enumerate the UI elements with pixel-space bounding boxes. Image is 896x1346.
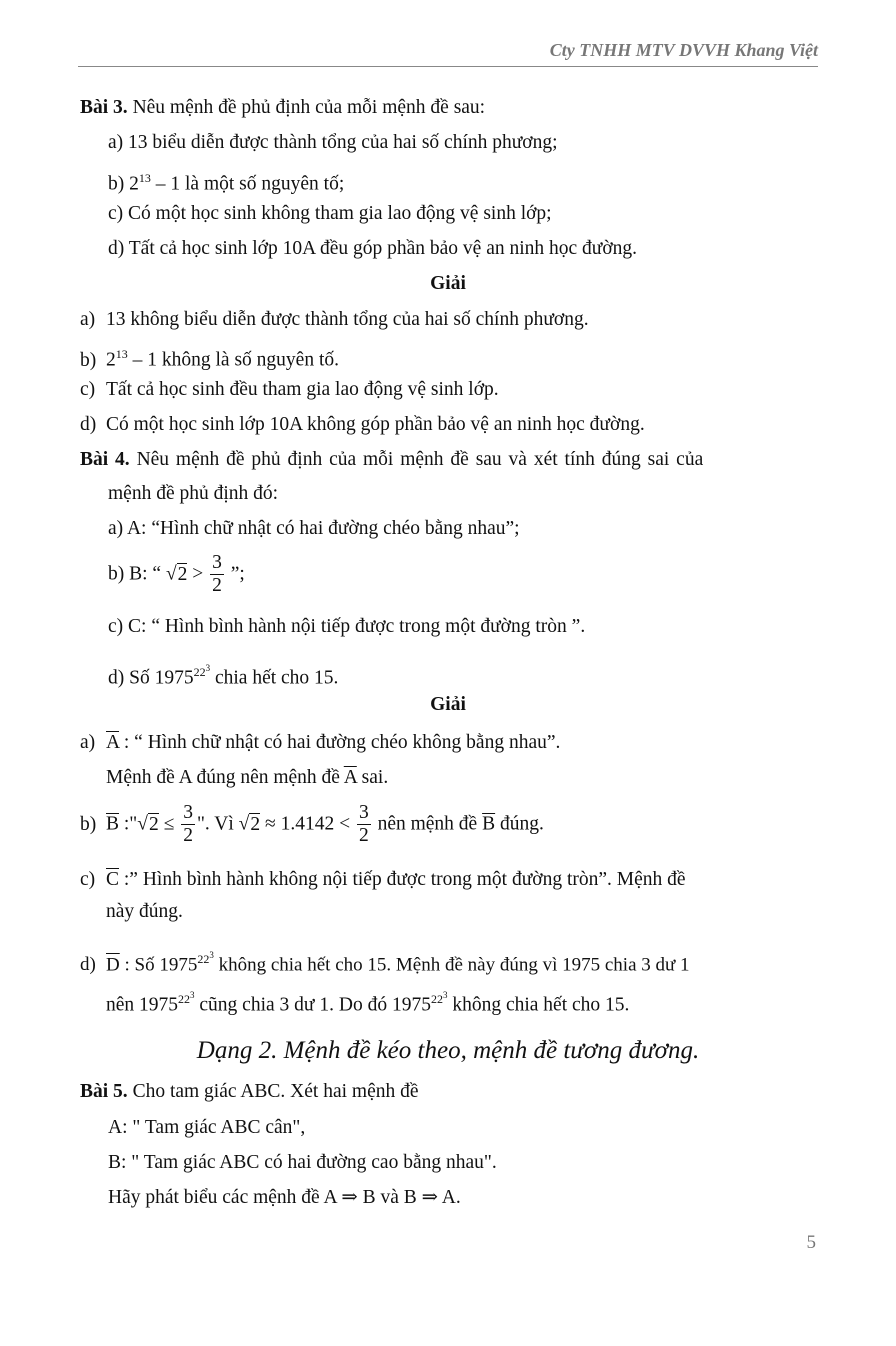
- exponent-base: 22: [178, 992, 191, 1006]
- exponent-power: 3: [442, 990, 448, 1000]
- numerator: 3: [358, 802, 369, 823]
- item-text: Tất cả học sinh đều tham gia lao động vệ sinh lớp.: [106, 379, 499, 400]
- solution-heading-text: Giải: [430, 694, 466, 715]
- exponent-base: 22: [193, 665, 206, 679]
- bai5-title: Bài 5.: [80, 1081, 128, 1102]
- bai4-prompt: Nêu mệnh đề phủ định của mỗi mệnh đề sau và xét tính đúng sai của: [136, 449, 704, 470]
- exponent: [194, 665, 211, 679]
- bai4-heading-cont: mệnh đề phủ định đó:: [108, 483, 279, 504]
- operator: >: [187, 563, 209, 585]
- fraction: [357, 802, 371, 847]
- bai5-statement-b: B: " Tam giác ABC có hai đường cao bằng nhau".: [108, 1152, 497, 1173]
- item-label: d): [80, 954, 96, 976]
- item-text: ≈ 1.4142 <: [260, 813, 355, 835]
- item-label: b): [80, 813, 97, 835]
- operator: ≤: [158, 813, 180, 835]
- item-text: d) Số 1975: [108, 667, 194, 689]
- denominator: 2: [183, 825, 193, 846]
- bai4-item-d: [108, 656, 338, 691]
- negation-symbol: $\overline{A}$: [343, 767, 357, 788]
- item-text: đúng.: [495, 813, 544, 835]
- denominator: 2: [358, 825, 369, 846]
- exponent: [197, 952, 214, 966]
- bai4-item-c: c) C: “ Hình bình hành nội tiếp được trong một đường tròn ”.: [108, 616, 586, 637]
- item-text: : Số 1975: [119, 954, 198, 976]
- page-number: 5: [806, 1232, 816, 1253]
- bai4-sol-c: [80, 868, 686, 892]
- bai5-question: Hãy phát biểu các mệnh đề A ⇒ B và B ⇒ A.: [108, 1187, 461, 1208]
- numerator: 3: [183, 802, 193, 823]
- negation-symbol: $\overline{B}$: [106, 813, 120, 835]
- exponent: [431, 992, 448, 1006]
- item-text: ". Vì: [196, 813, 239, 835]
- item-text: nên mệnh đề: [372, 813, 483, 835]
- negation-symbol: $\overline{B}$: [482, 813, 496, 835]
- solution-heading: [0, 272, 896, 296]
- bai4-item-b: [108, 552, 245, 597]
- bai3-sol-a: [80, 308, 589, 332]
- item-text: – 1 là một số nguyên tố;: [150, 173, 345, 195]
- item-text: nên 1975: [106, 994, 179, 1016]
- item-text: cũng chia 3 dư 1. Do đó 1975: [194, 994, 431, 1016]
- item-label: a): [80, 309, 96, 330]
- negation-symbol: $\overline{C}$: [106, 869, 120, 890]
- item-text: :” Hình bình hành không nội tiếp được trong một đường tròn”. Mệnh đề: [119, 869, 686, 890]
- exponent: 13: [115, 347, 128, 361]
- item-label: b): [80, 349, 97, 371]
- item-text: sai.: [356, 767, 389, 788]
- square-root: √2: [165, 563, 188, 585]
- solution-heading-2: [0, 693, 896, 717]
- header-rule: [78, 66, 818, 67]
- negation-symbol: $\overline{A}$: [106, 732, 120, 753]
- bai4-item-a: a) A: “Hình chữ nhật có hai đường chéo bằng nhau”;: [108, 518, 520, 539]
- exponent-base: 22: [197, 952, 210, 966]
- fraction: [181, 802, 195, 847]
- bai5-prompt: Cho tam giác ABC. Xét hai mệnh đề: [132, 1081, 419, 1102]
- item-text: chia hết cho 15.: [210, 667, 339, 689]
- item-text: không chia hết cho 15. Mệnh đề này đúng vì 1975 chia 3 dư 1: [213, 954, 690, 976]
- square-root: √2: [137, 813, 159, 835]
- exponent-base: 22: [430, 992, 443, 1006]
- negation-symbol: $\overline{D}$: [106, 954, 120, 976]
- item-label: d): [80, 414, 97, 435]
- bai3-prompt: Nêu mệnh đề phủ định của mỗi mệnh đề sau:: [132, 97, 486, 118]
- radicand: 2: [148, 813, 159, 835]
- bai4-title: Bài 4.: [80, 449, 130, 470]
- bai3-heading: [80, 96, 485, 120]
- exponent-power: 3: [205, 663, 211, 673]
- bai4-sol-d: [80, 943, 690, 977]
- bai3-item-d: d) Tất cả học sinh lớp 10A đều góp phần bảo vệ an ninh học đường.: [108, 238, 638, 259]
- bai5-heading: [80, 1080, 419, 1104]
- bai4-sol-c-cont: này đúng.: [106, 901, 183, 922]
- bai3-sol-b: [80, 342, 339, 373]
- item-text: Mệnh đề A đúng nên mệnh đề: [106, 767, 344, 788]
- bai3-item-b: [108, 166, 344, 197]
- exponent-power: 3: [190, 990, 195, 1000]
- item-label: c): [80, 379, 96, 400]
- item-text: 13 không biểu diễn được thành tổng của hai số chính phương.: [106, 309, 589, 330]
- item-text: Có một học sinh lớp 10A không góp phần bảo vệ an ninh học đường.: [106, 414, 645, 435]
- exponent: [178, 992, 195, 1006]
- bai3-item-c: c) Có một học sinh không tham gia lao động vệ sinh lớp;: [108, 203, 552, 224]
- running-header: Cty TNHH MTV DVVH Khang Việt: [549, 40, 818, 60]
- item-label: a): [80, 732, 96, 753]
- item-label: c): [80, 869, 96, 890]
- square-root: √2: [238, 813, 261, 835]
- bai3-item-a: a) 13 biểu diễn được thành tổng của hai số chính phương;: [108, 132, 558, 153]
- exponent-power: 3: [209, 950, 214, 960]
- item-text: – 1 không là số nguyên tố.: [127, 349, 339, 371]
- item-text: không chia hết cho 15.: [447, 994, 630, 1016]
- bai5-statement-a: A: " Tam giác ABC cân",: [108, 1117, 306, 1138]
- item-text: 2: [106, 349, 116, 371]
- bai4-sol-a: [80, 731, 560, 755]
- item-text: :": [119, 813, 138, 835]
- exponent: 13: [138, 171, 151, 185]
- item-text: b) B: “: [108, 563, 166, 585]
- bai3-title: Bài 3.: [80, 97, 128, 118]
- bai3-sol-c: [80, 378, 499, 402]
- radicand: 2: [250, 813, 261, 835]
- solution-heading-text: Giải: [430, 273, 466, 294]
- item-text: : “ Hình chữ nhật có hai đường chéo không bằng nhau”.: [119, 732, 561, 753]
- bai4-heading: [80, 448, 703, 472]
- bai4-sol-d-cont: [106, 983, 629, 1018]
- radicand: 2: [177, 563, 188, 585]
- fraction: [210, 552, 224, 597]
- bai3-sol-d: [80, 413, 645, 437]
- item-text: ”;: [225, 563, 245, 585]
- item-text: b) 2: [108, 173, 139, 195]
- section-heading-dang2: Dạng 2. Mệnh đề kéo theo, mệnh đề tương đương.: [196, 1037, 700, 1064]
- bai4-sol-b: [80, 802, 544, 847]
- denominator: 2: [212, 575, 222, 596]
- bai4-sol-a-cont: [106, 766, 388, 790]
- numerator: 3: [212, 552, 222, 573]
